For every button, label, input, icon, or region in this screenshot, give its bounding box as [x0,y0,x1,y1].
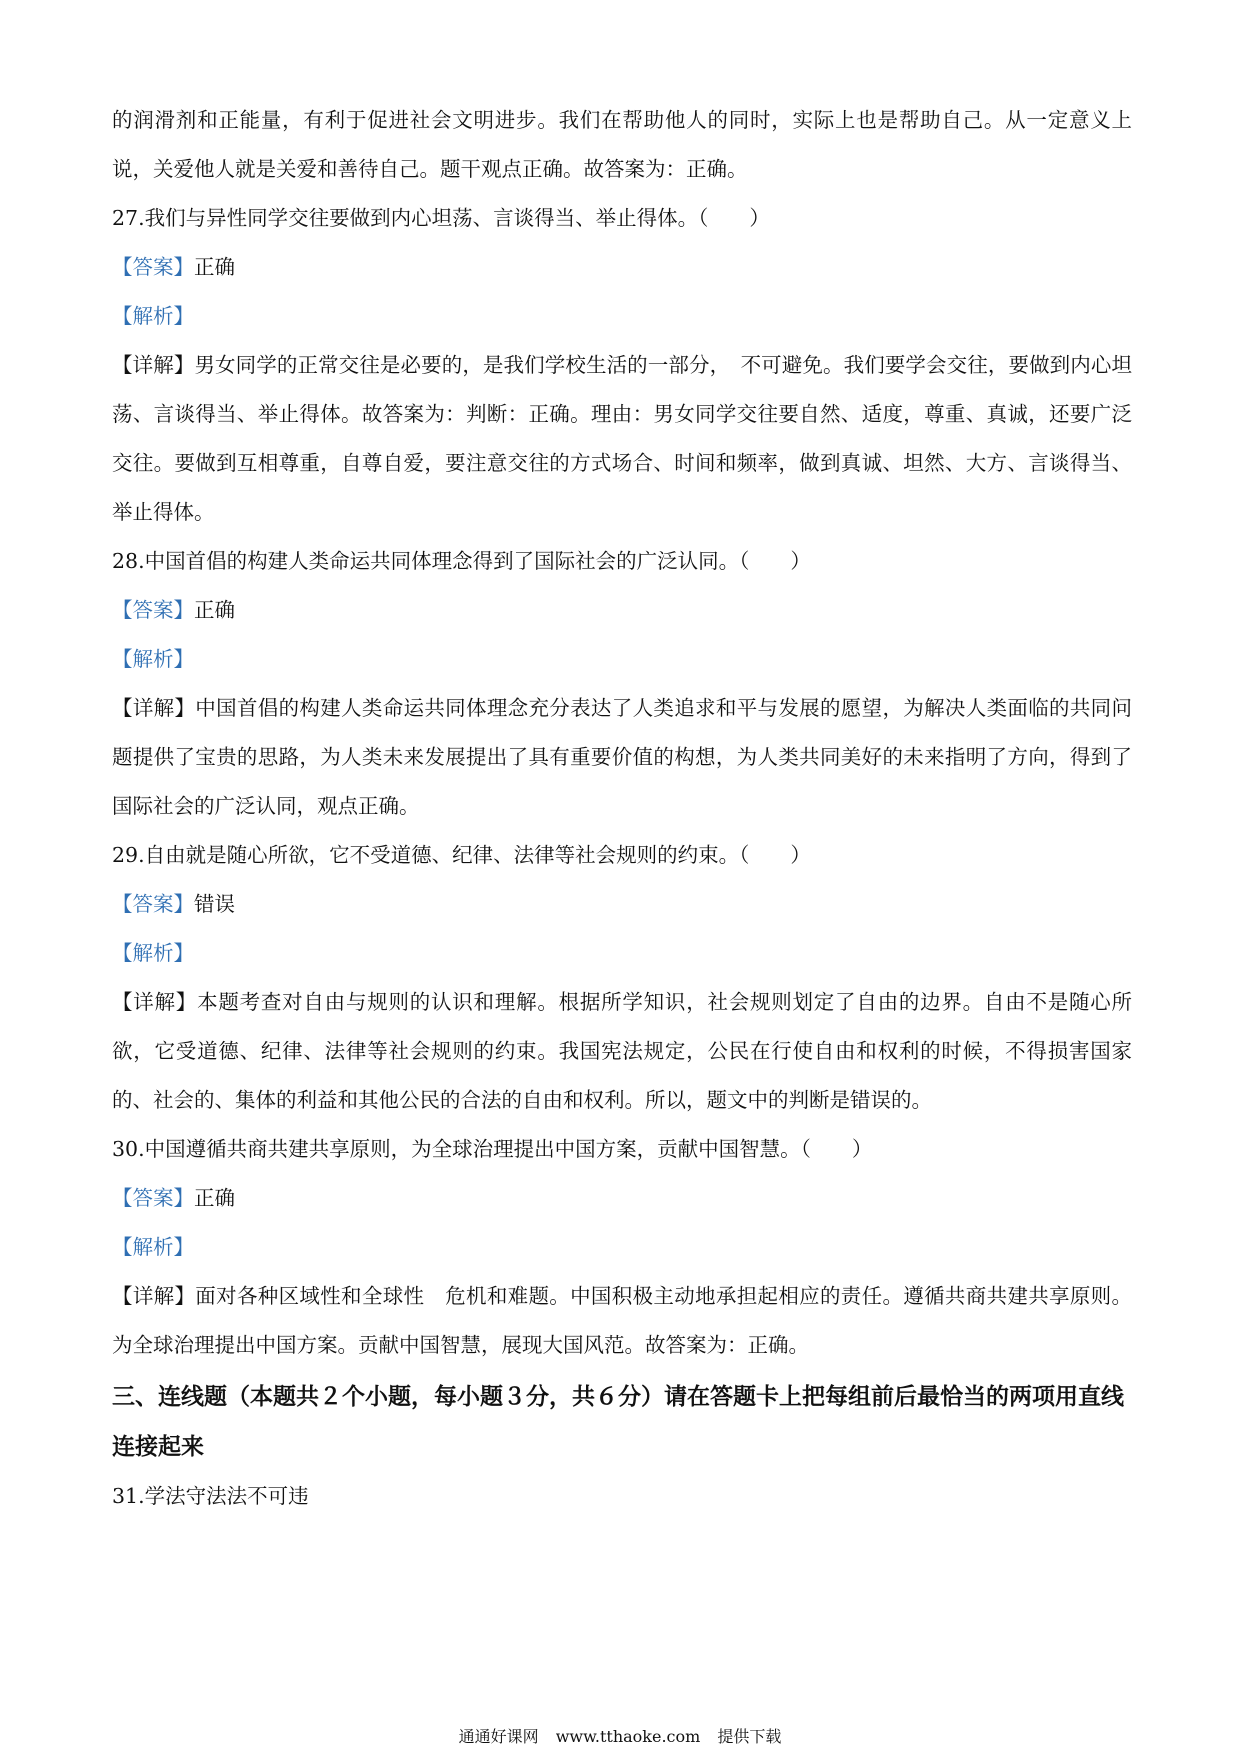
detail-tag: 【详解】 [112,1284,196,1308]
analysis-tag: 【解析】 [112,304,194,328]
detail-30-text: 面对各种区域性和全球性 危机和难题。中国积极主动地承担起相应的责任。遵循共商共建共享原则。为全球治理提出中国方案。贡献中国智慧，展现大国风范。故答案为：正确。 [112,1284,1133,1357]
answer-tag: 【答案】 [112,598,194,622]
footer-suffix: 提供下载 [717,1727,782,1746]
analysis-30 [112,1223,1132,1272]
question-29: 29.自由就是随心所欲，它不受道德、纪律、法律等社会规则的约束。（ ） [112,843,811,867]
answer-30 [112,1174,1132,1223]
analysis-tag: 【解析】 [112,941,194,965]
detail-27 [112,341,1132,537]
analysis-27 [112,292,1132,341]
question-30: 30.中国遵循共商共建共享原则，为全球治理提出中国方案，贡献中国智慧。（ ） [112,1137,873,1161]
detail-28 [112,684,1132,831]
analysis-29 [112,929,1132,978]
intro-continuation: 的润滑剂和正能量，有利于促进社会文明进步。我们在帮助他人的同时，实际上也是帮助自己。从一定意义上说，关爱他人就是关爱和善待自己。题干观点正确。故答案为：正确。 [112,108,1132,181]
page-footer [0,1726,1240,1748]
answer-tag: 【答案】 [112,255,194,279]
answer-28-value: 正确 [194,598,235,622]
question-27: 27.我们与异性同学交往要做到内心坦荡、言谈得当、举止得体。（ ） [112,206,770,230]
detail-tag: 【详解】 [112,990,198,1014]
detail-30 [112,1272,1132,1370]
section-three-title: 三、连线题（本题共２个小题，每小题３分，共６分）请在答题卡上把每组前后最恰当的两项用直线连接起来 [112,1384,1124,1460]
footer-site-name: 通通好课网 [458,1727,539,1746]
analysis-tag: 【解析】 [112,647,194,671]
answer-27-value: 正确 [194,255,235,279]
answer-tag: 【答案】 [112,1186,194,1210]
detail-27-text: 男女同学的正常交往是必要的，是我们学校生活的一部分， 不可避免。我们要学会交往，要做到内心坦荡、言谈得当、举止得体。故答案为：判断：正确。理由：男女同学交往要自然、适度，尊重、真诚，还要广泛交往。要做到互相尊重，自尊自爱，要注意交往的方式场合、时间和频率，做到真诚、坦然、大方、言谈得当、举止得体。 [112,353,1133,524]
detail-tag: 【详解】 [112,696,196,720]
detail-tag: 【详解】 [112,353,195,377]
document-content [112,96,1132,1521]
answer-29 [112,880,1132,929]
answer-27 [112,243,1132,292]
answer-28 [112,586,1132,635]
answer-tag: 【答案】 [112,892,194,916]
answer-29-value: 错误 [194,892,235,916]
question-28: 28.中国首倡的构建人类命运共同体理念得到了国际社会的广泛认同。（ ） [112,549,811,573]
detail-29-text: 本题考查对自由与规则的认识和理解。根据所学知识，社会规则划定了自由的边界。自由不是随心所欲，它受道德、纪律、法律等社会规则的约束。我国宪法规定，公民在行使自由和权利的时候，不得损害国家的、社会的、集体的利益和其他公民的合法的自由和权利。所以，题文中的判断是错误的。 [112,990,1133,1112]
detail-29 [112,978,1132,1125]
answer-30-value: 正确 [194,1186,235,1210]
question-31: 31.学法守法法不可违 [112,1484,309,1508]
footer-url[interactable]: www.tthaoke.com [555,1727,701,1746]
detail-28-text: 中国首倡的构建人类命运共同体理念充分表达了人类追求和平与发展的愿望，为解决人类面临的共同问题提供了宝贵的思路，为人类未来发展提出了具有重要价值的构想，为人类共同美好的未来指明了方向，得到了国际社会的广泛认同，观点正确。 [112,696,1133,818]
analysis-tag: 【解析】 [112,1235,194,1259]
analysis-28 [112,635,1132,684]
